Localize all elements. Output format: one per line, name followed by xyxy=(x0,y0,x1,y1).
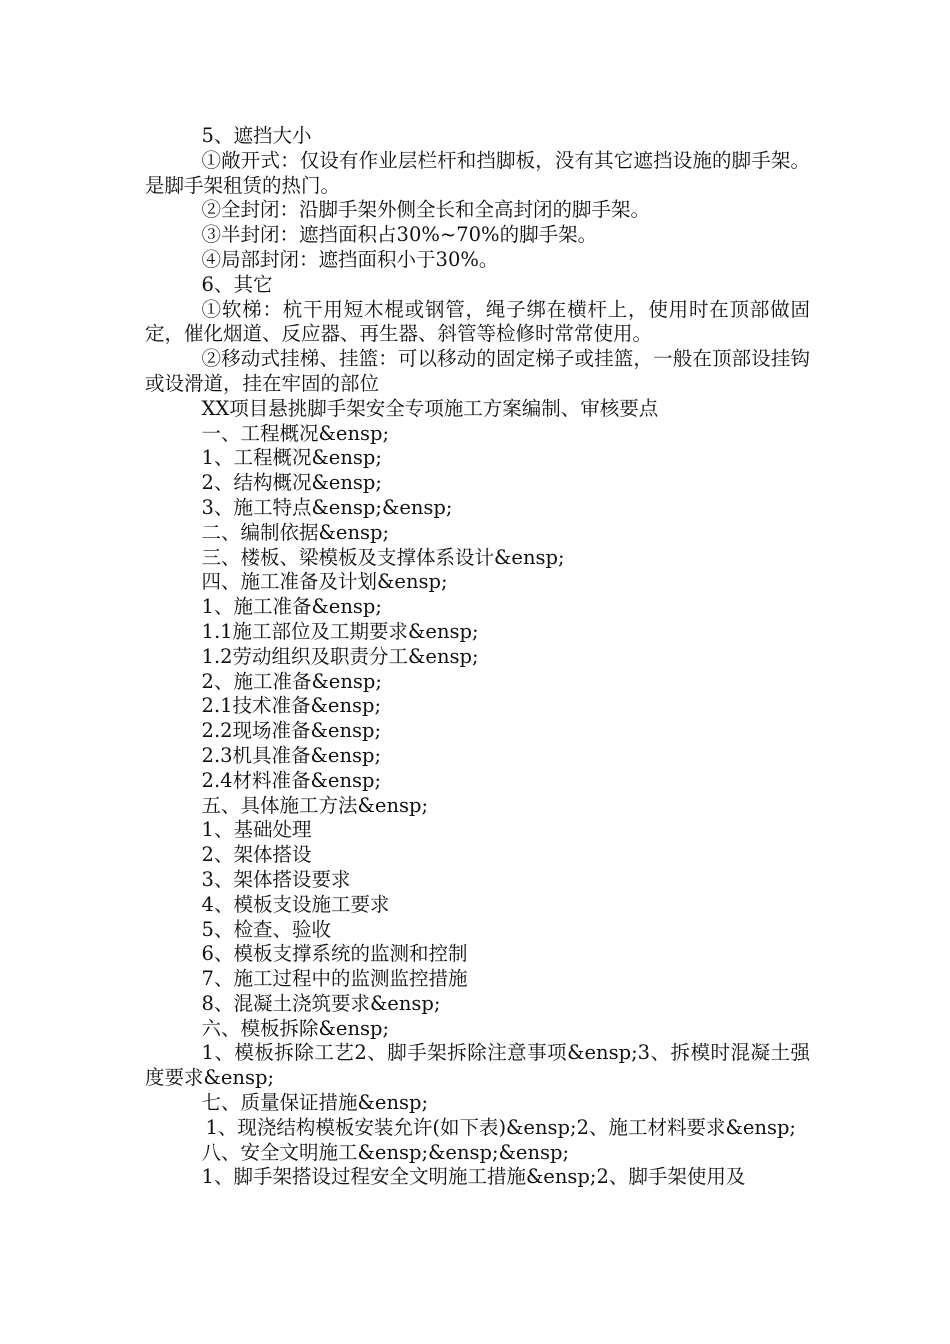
section-heading: 五、具体施工方法&ensp; xyxy=(201,793,429,817)
document-body xyxy=(145,124,810,1190)
list-item: 1.1施工部位及工期要求&ensp; xyxy=(201,619,479,643)
section-heading: 七、质量保证措施&ensp; xyxy=(201,1091,429,1115)
section-heading: 八、安全文明施工&ensp;&ensp;&ensp; xyxy=(201,1140,570,1164)
list-item: 1、施工准备&ensp; xyxy=(201,595,382,619)
list-item: 1、脚手架搭设过程安全文明施工措施&ensp;2、脚手架使用及 xyxy=(201,1165,746,1189)
paragraph: ③半封闭：遮挡面积占30%~70%的脚手架。 xyxy=(201,223,598,247)
list-item: 3、施工特点&ensp;&ensp; xyxy=(201,495,453,519)
paragraph: 6、其它 xyxy=(201,272,273,296)
paragraph: ②全封闭：沿脚手架外侧全长和全高封闭的脚手架。 xyxy=(201,198,651,222)
list-item: 2、结构概况&ensp; xyxy=(201,471,382,495)
list-item: 2、架体搭设 xyxy=(201,843,312,867)
list-item: 2.3机具准备&ensp; xyxy=(201,743,382,767)
list-item: 2、施工准备&ensp; xyxy=(201,669,382,693)
section-heading: 四、施工准备及计划&ensp; xyxy=(201,570,448,594)
paragraph: ②移动式挂梯、挂篮：可以移动的固定梯子或挂篮，一般在顶部设挂钩或设滑道，挂在牢固的部位 xyxy=(145,347,810,395)
list-item: 8、混凝土浇筑要求&ensp; xyxy=(201,991,441,1015)
section-heading: 六、模板拆除&ensp; xyxy=(201,1016,390,1040)
list-item: 1、工程概况&ensp; xyxy=(201,446,382,470)
list-item: 1、现浇结构模板安装允许(如下表)&ensp;2、施工材料要求&ensp; xyxy=(205,1115,796,1139)
section-heading: 三、楼板、梁模板及支撑体系设计&ensp; xyxy=(201,545,565,569)
section-heading: 二、编制依据&ensp; xyxy=(201,520,390,544)
list-item: 1.2劳动组织及职责分工&ensp; xyxy=(201,644,479,668)
paragraph: ①软梯：杭干用短木棍或钢管，绳子绑在横杆上，使用时在顶部做固定，催化烟道、反应器、再生器、斜管等检修时常常使用。 xyxy=(145,297,810,346)
list-item: 2.1技术准备&ensp; xyxy=(201,694,382,718)
list-item: 1、模板拆除工艺2、脚手架拆除注意事项&ensp;3、拆模时混凝土强度要求&ensp; xyxy=(145,1041,810,1090)
paragraph: ①敞开式：仅设有作业层栏杆和挡脚板，没有其它遮挡设施的脚手架。是脚手架租赁的热门。 xyxy=(145,148,810,197)
list-item: 2.4材料准备&ensp; xyxy=(201,768,382,792)
paragraph: 5、遮挡大小 xyxy=(201,124,312,147)
list-item: 3、架体搭设要求 xyxy=(201,867,351,891)
list-item: 6、模板支撑系统的监测和控制 xyxy=(201,942,468,966)
list-item: 5、检查、验收 xyxy=(201,917,331,941)
paragraph: ④局部封闭：遮挡面积小于30%。 xyxy=(201,247,499,271)
section-heading: 一、工程概况&ensp; xyxy=(201,421,390,445)
document-title: XX项目悬挑脚手架安全专项施工方案编制、审核要点 xyxy=(201,396,659,420)
list-item: 7、施工过程中的监测监控措施 xyxy=(201,967,468,991)
list-item: 1、基础处理 xyxy=(201,818,312,842)
list-item: 2.2现场准备&ensp; xyxy=(201,719,382,743)
list-item: 4、模板支设施工要求 xyxy=(201,892,390,916)
